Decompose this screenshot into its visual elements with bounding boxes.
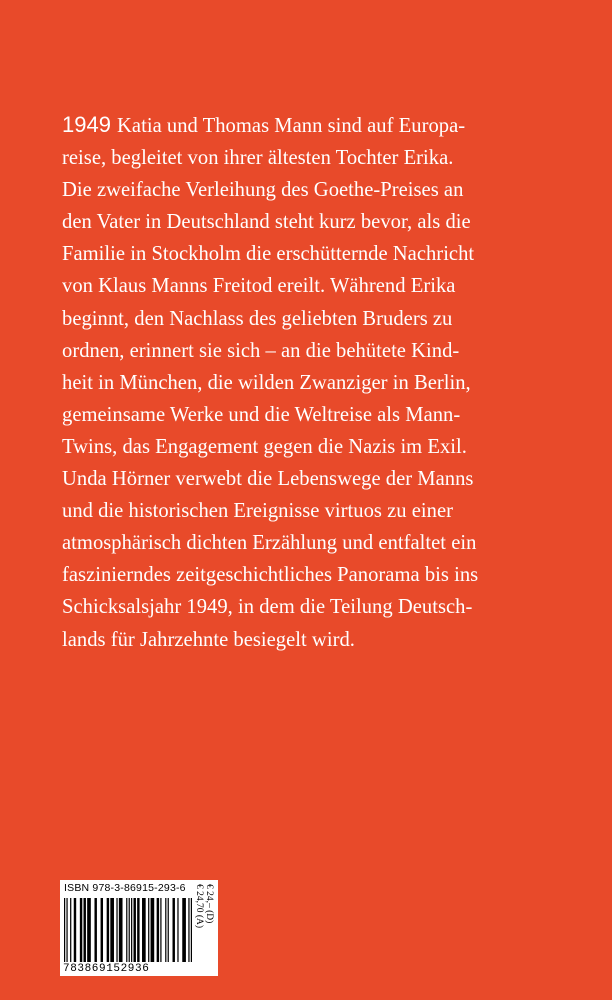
barcode-bar <box>133 898 135 962</box>
blurb-line: faszinierndes zeitgeschichtliches Panorama bis ins <box>62 564 479 587</box>
barcode-bar <box>87 898 91 962</box>
blurb-line: Unda Hörner verwebt die Lebenswege der Manns <box>62 468 474 491</box>
barcode-bar <box>107 898 109 962</box>
barcode-bar <box>126 898 127 962</box>
isbn-label: ISBN 978-3-86915-293-6 <box>64 882 186 894</box>
barcode-bar <box>173 898 175 962</box>
barcode-panel <box>60 880 218 976</box>
barcode-bar <box>74 898 76 962</box>
barcode-bar <box>131 898 132 962</box>
barcode-bar <box>188 898 189 962</box>
barcode-bar <box>119 898 123 962</box>
barcode-bar <box>160 898 161 962</box>
barcode-bar <box>165 898 166 962</box>
barcode-bar <box>157 898 159 962</box>
blurb-year: 1949 <box>62 112 112 137</box>
barcode-bar <box>182 898 186 962</box>
barcode-bar <box>129 898 130 962</box>
blurb-line: lands für Jahrzehnte besiegelt wird. <box>62 628 355 651</box>
blurb-line: gemeinsame Werke und die Weltreise als Mann- <box>62 403 461 426</box>
price-block <box>196 884 216 974</box>
blurb-line: ordnen, erinnert sie sich – an die behütete Kind- <box>62 339 460 362</box>
barcode-bar <box>70 898 71 962</box>
blurb-line: atmosphärisch dichten Erzählung und entfaltet ein <box>62 532 477 555</box>
blurb-line: von Klaus Manns Freitod ereilt. Während Erika <box>62 275 456 298</box>
blurb-line: Twins, das Engagement gegen die Nazis im Exil. <box>62 435 467 458</box>
barcode-digits: 783869152936 <box>63 963 150 975</box>
barcode-bars <box>64 898 192 962</box>
barcode-bar <box>64 898 65 962</box>
barcode-bar <box>116 898 117 962</box>
price-austria: € 24,70 (A) <box>194 884 204 929</box>
blurb-line: und die historischen Ereignisse virtuos zu einer <box>62 500 454 523</box>
barcode-bar <box>84 898 86 962</box>
blurb-line: heit in München, die wilden Zwanziger in Berlin, <box>62 371 471 394</box>
barcode-bar <box>101 898 103 962</box>
blurb-line: reise, begleitet von ihrer ältesten Tochter Erika. <box>62 147 454 170</box>
barcode-bar <box>94 898 96 962</box>
blurb-line-1: 1949 Katia und Thomas Mann sind auf Europa- <box>62 112 466 137</box>
blurb-line: beginnt, den Nachlass des geliebten Bruders zu <box>62 307 453 330</box>
barcode-bar <box>177 898 178 962</box>
barcode-bar <box>151 898 155 962</box>
barcode-bar <box>168 898 169 962</box>
blurb-line: Schicksalsjahr 1949, in dem die Teilung Deutsch- <box>62 596 473 619</box>
barcode-bar <box>137 898 139 962</box>
barcode-bar <box>110 898 114 962</box>
back-cover-blurb <box>62 109 577 656</box>
price-germany: € 24,– (D) <box>204 884 214 924</box>
blurb-line: Familie in Stockholm die erschütternde Nachricht <box>62 243 475 266</box>
barcode-bar <box>142 898 146 962</box>
blurb-line: Die zweifache Verleihung des Goethe-Preises an <box>62 179 464 202</box>
blurb-line: den Vater in Deutschland steht kurz bevor, als die <box>62 211 471 234</box>
barcode-bar <box>66 898 67 962</box>
barcode-bar <box>191 898 192 962</box>
barcode-bar <box>80 898 82 962</box>
barcode-bar <box>148 898 149 962</box>
